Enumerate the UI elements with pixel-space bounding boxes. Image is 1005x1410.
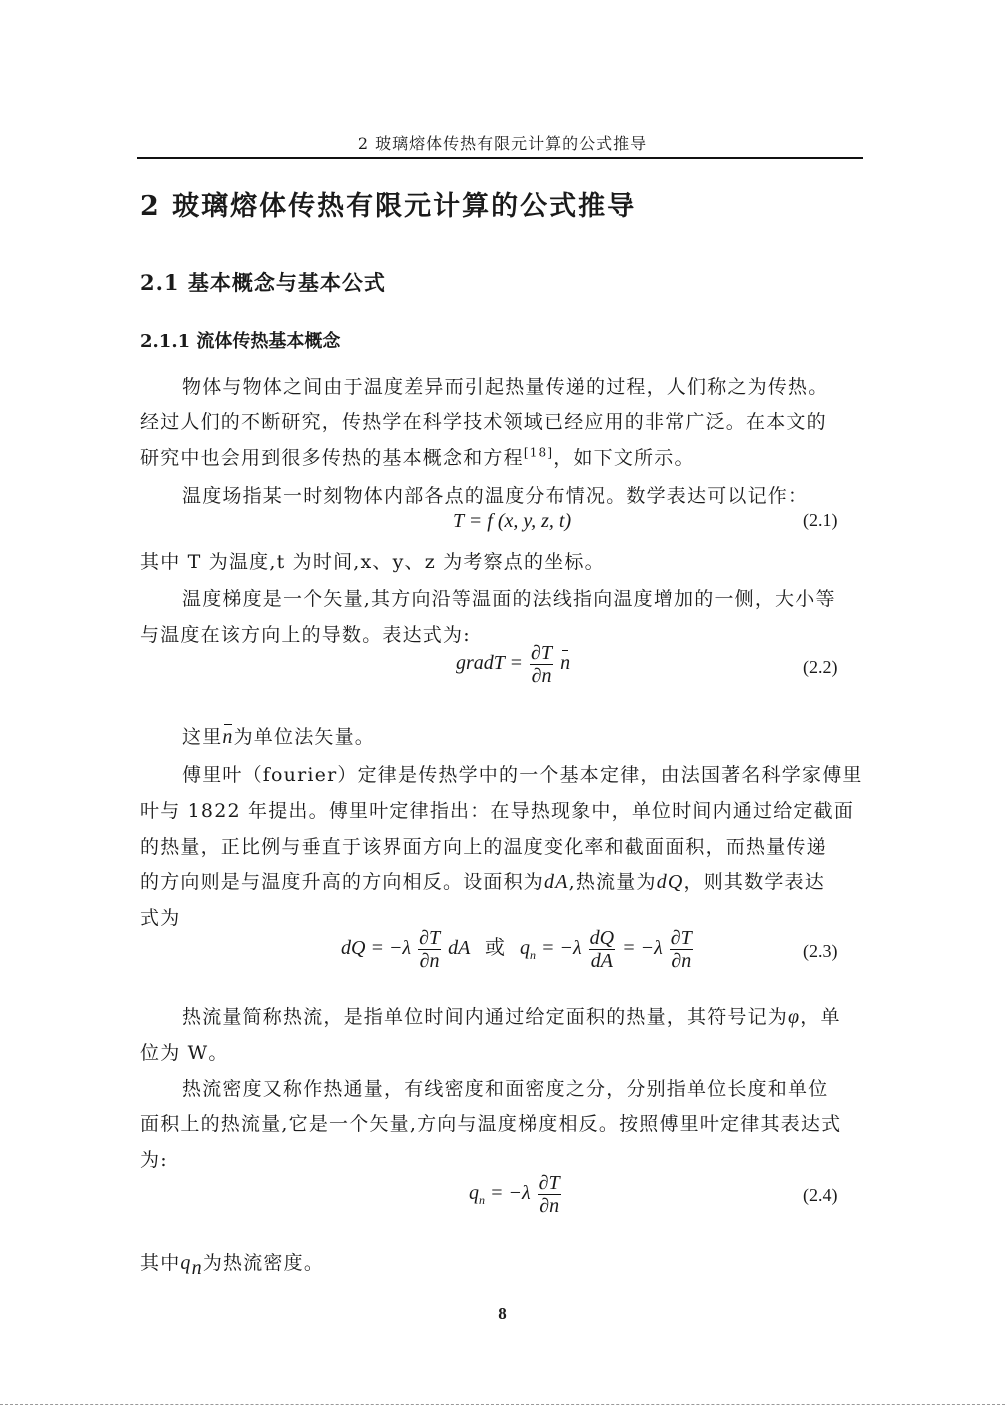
- paragraph-line: [140, 443, 695, 470]
- numerator: ∂T: [670, 927, 692, 949]
- subscript: n: [191, 1256, 203, 1279]
- subscript: n: [529, 948, 536, 963]
- paragraph-line: 与温度在该方向上的导数。表达式为:: [140, 624, 471, 646]
- paragraph-line: 的热量，正比例与垂直于该界面方向上的温度变化率和截面面积，而热量传递: [140, 836, 827, 858]
- eq-operator: = −λ: [490, 1182, 531, 1205]
- paragraph-line: 温度梯度是一个矢量,其方向沿等温面的法线指向温度增加的一侧，大小等: [182, 588, 836, 610]
- text-run: 为单位法矢量。: [233, 726, 376, 748]
- text-run: 的方向则是与温度升高的方向相反。设面积为: [140, 871, 545, 893]
- paragraph-line: [140, 867, 825, 894]
- symbol-q: q: [469, 1182, 479, 1205]
- equation-number: (2.4): [803, 1185, 838, 1205]
- header-rule: [137, 157, 863, 159]
- symbol-phi: φ: [788, 1006, 801, 1028]
- paragraph-line: 叶与 1822 年提出。傅里叶定律指出：在导热现象中，单位时间内通过给定截面: [140, 800, 855, 822]
- chapter-title: 2 玻璃熔体传热有限元计算的公式推导: [140, 191, 637, 222]
- citation: [18]: [523, 445, 554, 460]
- text-run: 研究中也会用到很多传热的基本概念和方程: [140, 447, 524, 469]
- paragraph-line: 傅里叶（fourier）定律是传热学中的一个基本定律，由法国著名科学家傅里: [182, 764, 863, 786]
- text-run: ，单: [800, 1006, 841, 1028]
- or-word: 或: [484, 937, 505, 960]
- text-run: ，则其数学表达: [683, 871, 825, 893]
- paragraph-line: 温度场指某一时刻物体内部各点的温度分布情况。数学表达可以记作：: [182, 485, 809, 507]
- paragraph-line: 经过人们的不断研究，传热学在科学技术领域已经应用的非常广泛。在本文的: [140, 411, 827, 433]
- paragraph-line: 面积上的热流量,它是一个矢量,方向与温度梯度相反。按照傅里叶定律其表达式: [140, 1113, 842, 1135]
- denominator: ∂n: [671, 950, 692, 972]
- paragraph-line: 为:: [140, 1149, 168, 1171]
- paragraph-line: 其中 T 为温度,t 为时间,x、y、z 为考察点的坐标。: [140, 551, 605, 573]
- symbol-dQ: dQ: [656, 871, 684, 893]
- numerator: dQ: [589, 927, 615, 949]
- fraction: [670, 927, 693, 972]
- denominator: ∂n: [539, 1195, 560, 1217]
- symbol-q: q: [180, 1252, 192, 1274]
- fraction: [589, 927, 615, 972]
- eq-lhs: gradT =: [456, 652, 524, 675]
- page-number: 8: [498, 1304, 507, 1323]
- equation-2-4: [469, 1172, 563, 1217]
- equation-number: (2.3): [803, 941, 838, 961]
- fraction: [530, 642, 553, 687]
- vector-symbol: n: [222, 726, 234, 748]
- paragraph-line: 物体与物体之间由于温度差异而引起热量传递的过程，人们称之为传热。: [182, 376, 829, 398]
- paragraph-line: 式为: [140, 907, 181, 929]
- equation-2-2: [456, 642, 570, 687]
- symbol-dA: dA: [544, 871, 569, 893]
- unit-normal-vector: n: [560, 652, 571, 675]
- eq-term: dA: [448, 937, 470, 960]
- equation-2-3: [341, 927, 695, 972]
- text-run: 这里: [182, 726, 223, 748]
- paragraph-line: [182, 722, 375, 749]
- text-run: 其中: [140, 1252, 181, 1274]
- fraction: [538, 1172, 561, 1217]
- eq-operator: = −λ: [540, 937, 582, 960]
- running-header: 2 玻璃熔体传热有限元计算的公式推导: [357, 134, 648, 153]
- equation-number: (2.1): [803, 510, 838, 530]
- paragraph-line: [140, 1248, 324, 1280]
- denominator: dA: [590, 950, 613, 972]
- paragraph-line: 位为 W。: [140, 1042, 229, 1064]
- scan-edge-line: [0, 1404, 1005, 1405]
- text-run: ，如下文所示。: [553, 447, 695, 469]
- text-run: 为热流密度。: [202, 1252, 325, 1274]
- denominator: ∂n: [419, 950, 440, 972]
- paragraph-line: 热流密度又称作热通量，有线密度和面密度之分，分别指单位长度和单位: [182, 1078, 829, 1100]
- subsection-title: 2.1.1 流体传热基本概念: [140, 331, 341, 352]
- numerator: ∂T: [531, 642, 553, 664]
- symbol-q: q: [519, 937, 530, 960]
- eq-operator: = −λ: [622, 937, 663, 960]
- equation-2-1: T = f (x, y, z, t): [453, 510, 572, 532]
- numerator: ∂T: [538, 1172, 560, 1194]
- eq-lhs: dQ = −λ: [341, 937, 412, 960]
- section-title: 2.1 基本概念与基本公式: [140, 270, 386, 295]
- text-run: ,热流量为: [568, 871, 657, 893]
- numerator: ∂T: [419, 927, 441, 949]
- denominator: ∂n: [531, 665, 552, 687]
- text-run: 热流量简称热流，是指单位时间内通过给定面积的热量，其符号记为: [182, 1006, 789, 1028]
- equation-number: (2.2): [803, 657, 838, 677]
- subscript: n: [479, 1193, 485, 1208]
- fraction: [418, 927, 441, 972]
- paragraph-line: [182, 1002, 841, 1029]
